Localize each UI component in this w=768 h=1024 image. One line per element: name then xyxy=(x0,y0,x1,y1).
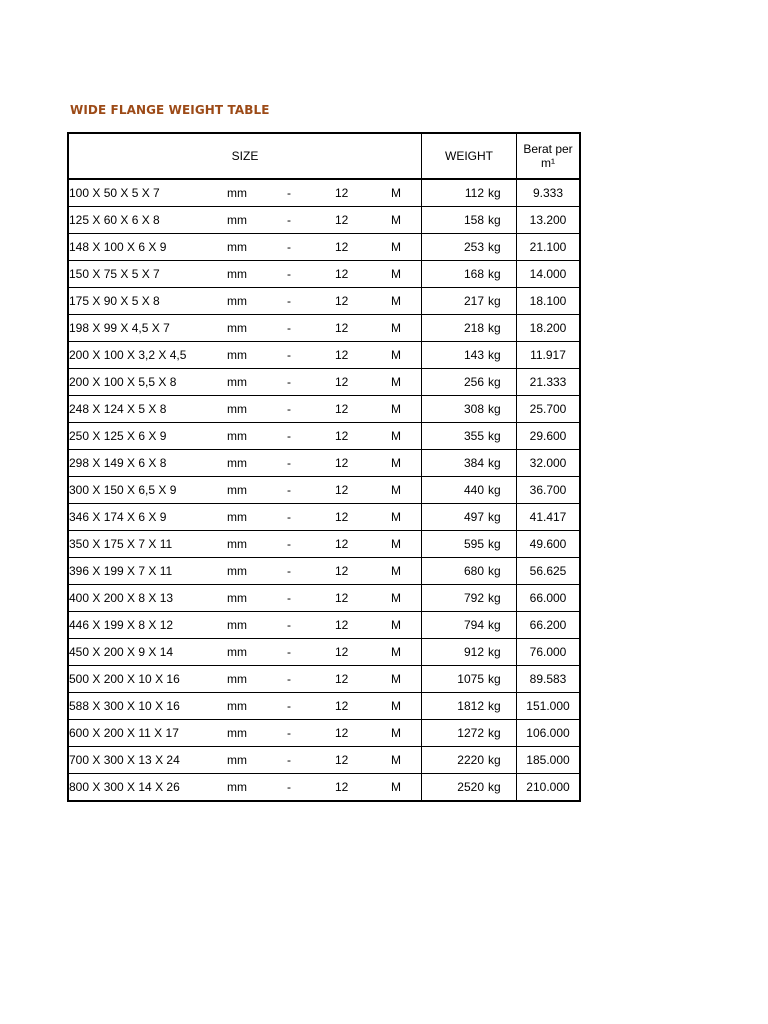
cell-weight-value: 256 xyxy=(463,375,484,389)
cell-dash: - xyxy=(287,666,335,693)
cell-size: 446 X 199 X 8 X 12 xyxy=(68,612,227,639)
cell-weight-unit: kg xyxy=(488,375,501,389)
cell-m: M xyxy=(391,585,422,612)
cell-weight-unit: kg xyxy=(488,213,501,227)
cell-length: 12 xyxy=(335,612,391,639)
table-row xyxy=(68,558,580,585)
table-row xyxy=(68,234,580,261)
cell-size: 500 X 200 X 10 X 16 xyxy=(68,666,227,693)
cell-size: 200 X 100 X 3,2 X 4,5 xyxy=(68,342,227,369)
weight-table xyxy=(67,132,581,802)
cell-berat: 9.333 xyxy=(517,179,581,207)
cell-weight xyxy=(422,261,517,288)
cell-size: 800 X 300 X 14 X 26 xyxy=(68,774,227,802)
cell-length: 12 xyxy=(335,639,391,666)
cell-berat: 21.333 xyxy=(517,369,581,396)
cell-dash: - xyxy=(287,423,335,450)
cell-unit: mm xyxy=(227,612,287,639)
cell-size: 198 X 99 X 4,5 X 7 xyxy=(68,315,227,342)
cell-weight-unit: kg xyxy=(488,456,501,470)
cell-weight xyxy=(422,666,517,693)
cell-m: M xyxy=(391,234,422,261)
cell-length: 12 xyxy=(335,234,391,261)
cell-unit: mm xyxy=(227,720,287,747)
cell-unit: mm xyxy=(227,774,287,802)
header-berat-line2: m¹ xyxy=(541,156,555,170)
cell-m: M xyxy=(391,693,422,720)
cell-dash: - xyxy=(287,315,335,342)
cell-weight xyxy=(422,369,517,396)
cell-weight-unit: kg xyxy=(488,591,501,605)
cell-length: 12 xyxy=(335,342,391,369)
cell-weight-value: 384 xyxy=(463,456,484,470)
cell-weight xyxy=(422,558,517,585)
cell-size: 200 X 100 X 5,5 X 8 xyxy=(68,369,227,396)
cell-unit: mm xyxy=(227,423,287,450)
cell-dash: - xyxy=(287,504,335,531)
cell-m: M xyxy=(391,396,422,423)
cell-unit: mm xyxy=(227,558,287,585)
cell-m: M xyxy=(391,747,422,774)
table-row xyxy=(68,747,580,774)
cell-weight-value: 1272 xyxy=(457,726,484,740)
cell-dash: - xyxy=(287,774,335,802)
cell-weight-unit: kg xyxy=(488,483,501,497)
cell-unit: mm xyxy=(227,477,287,504)
table-row xyxy=(68,585,580,612)
cell-weight-value: 158 xyxy=(463,213,484,227)
cell-size: 150 X 75 X 5 X 7 xyxy=(68,261,227,288)
cell-size: 400 X 200 X 8 X 13 xyxy=(68,585,227,612)
cell-dash: - xyxy=(287,747,335,774)
cell-m: M xyxy=(391,558,422,585)
cell-unit: mm xyxy=(227,666,287,693)
table-row xyxy=(68,423,580,450)
cell-size: 250 X 125 X 6 X 9 xyxy=(68,423,227,450)
cell-m: M xyxy=(391,477,422,504)
cell-length: 12 xyxy=(335,774,391,802)
cell-unit: mm xyxy=(227,288,287,315)
cell-unit: mm xyxy=(227,369,287,396)
cell-weight-unit: kg xyxy=(488,564,501,578)
cell-weight xyxy=(422,207,517,234)
cell-m: M xyxy=(391,315,422,342)
cell-weight-value: 792 xyxy=(463,591,484,605)
table-row xyxy=(68,612,580,639)
table-row xyxy=(68,396,580,423)
cell-dash: - xyxy=(287,179,335,207)
cell-berat: 210.000 xyxy=(517,774,581,802)
cell-length: 12 xyxy=(335,720,391,747)
cell-weight-value: 218 xyxy=(463,321,484,335)
cell-weight xyxy=(422,450,517,477)
cell-weight-unit: kg xyxy=(488,429,501,443)
cell-berat: 18.200 xyxy=(517,315,581,342)
cell-unit: mm xyxy=(227,639,287,666)
cell-berat: 66.200 xyxy=(517,612,581,639)
cell-berat: 18.100 xyxy=(517,288,581,315)
cell-weight-unit: kg xyxy=(488,186,501,200)
cell-weight-unit: kg xyxy=(488,348,501,362)
cell-weight-unit: kg xyxy=(488,672,501,686)
cell-length: 12 xyxy=(335,315,391,342)
table-row xyxy=(68,450,580,477)
cell-weight-unit: kg xyxy=(488,780,501,794)
cell-length: 12 xyxy=(335,423,391,450)
cell-weight-unit: kg xyxy=(488,294,501,308)
cell-m: M xyxy=(391,774,422,802)
cell-weight-value: 168 xyxy=(463,267,484,281)
cell-weight-unit: kg xyxy=(488,510,501,524)
cell-weight-unit: kg xyxy=(488,645,501,659)
cell-m: M xyxy=(391,639,422,666)
cell-weight-value: 595 xyxy=(463,537,484,551)
cell-weight-value: 794 xyxy=(463,618,484,632)
header-weight: WEIGHT xyxy=(422,133,517,179)
cell-unit: mm xyxy=(227,450,287,477)
cell-m: M xyxy=(391,450,422,477)
table-row xyxy=(68,639,580,666)
cell-weight xyxy=(422,315,517,342)
cell-weight-unit: kg xyxy=(488,321,501,335)
cell-m: M xyxy=(391,288,422,315)
cell-dash: - xyxy=(287,639,335,666)
cell-length: 12 xyxy=(335,666,391,693)
cell-m: M xyxy=(391,369,422,396)
cell-weight-value: 217 xyxy=(463,294,484,308)
cell-size: 248 X 124 X 5 X 8 xyxy=(68,396,227,423)
table-title: WIDE FLANGE WEIGHT TABLE xyxy=(70,103,270,117)
table-row xyxy=(68,207,580,234)
cell-weight xyxy=(422,612,517,639)
cell-unit: mm xyxy=(227,234,287,261)
cell-unit: mm xyxy=(227,207,287,234)
cell-length: 12 xyxy=(335,585,391,612)
cell-weight xyxy=(422,423,517,450)
cell-weight-unit: kg xyxy=(488,537,501,551)
table-row xyxy=(68,288,580,315)
cell-weight-value: 253 xyxy=(463,240,484,254)
cell-weight xyxy=(422,396,517,423)
cell-weight-value: 355 xyxy=(463,429,484,443)
cell-unit: mm xyxy=(227,261,287,288)
cell-size: 298 X 149 X 6 X 8 xyxy=(68,450,227,477)
table-row xyxy=(68,342,580,369)
cell-weight-value: 440 xyxy=(463,483,484,497)
cell-size: 700 X 300 X 13 X 24 xyxy=(68,747,227,774)
cell-weight-value: 1812 xyxy=(457,699,484,713)
cell-dash: - xyxy=(287,396,335,423)
cell-unit: mm xyxy=(227,396,287,423)
cell-length: 12 xyxy=(335,396,391,423)
cell-weight-value: 680 xyxy=(463,564,484,578)
cell-weight-unit: kg xyxy=(488,699,501,713)
table-body xyxy=(68,179,580,801)
cell-weight xyxy=(422,504,517,531)
cell-weight-value: 2220 xyxy=(457,753,484,767)
cell-m: M xyxy=(391,720,422,747)
cell-weight-unit: kg xyxy=(488,240,501,254)
table-row xyxy=(68,531,580,558)
cell-m: M xyxy=(391,666,422,693)
cell-weight-unit: kg xyxy=(488,753,501,767)
cell-berat: 151.000 xyxy=(517,693,581,720)
cell-size: 300 X 150 X 6,5 X 9 xyxy=(68,477,227,504)
cell-dash: - xyxy=(287,288,335,315)
cell-length: 12 xyxy=(335,504,391,531)
cell-weight xyxy=(422,288,517,315)
cell-size: 396 X 199 X 7 X 11 xyxy=(68,558,227,585)
cell-berat: 56.625 xyxy=(517,558,581,585)
cell-unit: mm xyxy=(227,315,287,342)
cell-dash: - xyxy=(287,261,335,288)
cell-weight xyxy=(422,693,517,720)
cell-berat: 13.200 xyxy=(517,207,581,234)
table-header-row xyxy=(68,133,580,179)
cell-weight xyxy=(422,234,517,261)
cell-length: 12 xyxy=(335,531,391,558)
cell-weight-value: 1075 xyxy=(457,672,484,686)
header-berat-per-m xyxy=(517,133,581,179)
cell-weight xyxy=(422,585,517,612)
cell-weight-value: 143 xyxy=(463,348,484,362)
cell-size: 125 X 60 X 6 X 8 xyxy=(68,207,227,234)
cell-m: M xyxy=(391,342,422,369)
cell-length: 12 xyxy=(335,261,391,288)
cell-unit: mm xyxy=(227,531,287,558)
table-row xyxy=(68,720,580,747)
cell-weight xyxy=(422,639,517,666)
cell-weight xyxy=(422,531,517,558)
cell-weight xyxy=(422,747,517,774)
cell-unit: mm xyxy=(227,693,287,720)
cell-length: 12 xyxy=(335,747,391,774)
cell-length: 12 xyxy=(335,288,391,315)
cell-size: 588 X 300 X 10 X 16 xyxy=(68,693,227,720)
cell-size: 175 X 90 X 5 X 8 xyxy=(68,288,227,315)
cell-weight-value: 912 xyxy=(463,645,484,659)
cell-weight xyxy=(422,477,517,504)
cell-dash: - xyxy=(287,342,335,369)
table-row xyxy=(68,261,580,288)
cell-dash: - xyxy=(287,531,335,558)
cell-m: M xyxy=(391,261,422,288)
cell-dash: - xyxy=(287,693,335,720)
header-size: SIZE xyxy=(68,133,422,179)
cell-dash: - xyxy=(287,612,335,639)
cell-unit: mm xyxy=(227,342,287,369)
cell-berat: 36.700 xyxy=(517,477,581,504)
cell-size: 350 X 175 X 7 X 11 xyxy=(68,531,227,558)
cell-length: 12 xyxy=(335,477,391,504)
cell-m: M xyxy=(391,531,422,558)
cell-length: 12 xyxy=(335,207,391,234)
cell-dash: - xyxy=(287,477,335,504)
cell-m: M xyxy=(391,612,422,639)
header-berat-line1: Berat per xyxy=(523,142,573,156)
cell-size: 148 X 100 X 6 X 9 xyxy=(68,234,227,261)
cell-m: M xyxy=(391,179,422,207)
cell-dash: - xyxy=(287,207,335,234)
cell-berat: 29.600 xyxy=(517,423,581,450)
cell-size: 450 X 200 X 9 X 14 xyxy=(68,639,227,666)
cell-dash: - xyxy=(287,450,335,477)
cell-size: 100 X 50 X 5 X 7 xyxy=(68,179,227,207)
cell-berat: 76.000 xyxy=(517,639,581,666)
cell-dash: - xyxy=(287,585,335,612)
cell-length: 12 xyxy=(335,693,391,720)
cell-unit: mm xyxy=(227,179,287,207)
cell-unit: mm xyxy=(227,747,287,774)
cell-weight xyxy=(422,774,517,802)
cell-berat: 21.100 xyxy=(517,234,581,261)
cell-dash: - xyxy=(287,369,335,396)
table-row xyxy=(68,774,580,802)
cell-weight xyxy=(422,720,517,747)
table-row xyxy=(68,666,580,693)
cell-unit: mm xyxy=(227,504,287,531)
cell-berat: 11.917 xyxy=(517,342,581,369)
cell-unit: mm xyxy=(227,585,287,612)
cell-dash: - xyxy=(287,720,335,747)
cell-weight xyxy=(422,342,517,369)
table-row xyxy=(68,477,580,504)
table-row xyxy=(68,315,580,342)
cell-weight-unit: kg xyxy=(488,726,501,740)
cell-weight-value: 112 xyxy=(464,186,484,200)
cell-berat: 66.000 xyxy=(517,585,581,612)
cell-weight-value: 308 xyxy=(463,402,484,416)
cell-weight-unit: kg xyxy=(488,618,501,632)
cell-dash: - xyxy=(287,234,335,261)
cell-dash: - xyxy=(287,558,335,585)
cell-length: 12 xyxy=(335,450,391,477)
cell-m: M xyxy=(391,423,422,450)
table-row xyxy=(68,179,580,207)
cell-length: 12 xyxy=(335,558,391,585)
table-row xyxy=(68,504,580,531)
cell-berat: 41.417 xyxy=(517,504,581,531)
cell-berat: 25.700 xyxy=(517,396,581,423)
cell-weight-unit: kg xyxy=(488,402,501,416)
table-row xyxy=(68,369,580,396)
cell-weight-value: 2520 xyxy=(457,780,484,794)
cell-berat: 49.600 xyxy=(517,531,581,558)
cell-berat: 106.000 xyxy=(517,720,581,747)
cell-m: M xyxy=(391,504,422,531)
cell-size: 346 X 174 X 6 X 9 xyxy=(68,504,227,531)
cell-berat: 185.000 xyxy=(517,747,581,774)
cell-size: 600 X 200 X 11 X 17 xyxy=(68,720,227,747)
table-row xyxy=(68,693,580,720)
cell-berat: 32.000 xyxy=(517,450,581,477)
cell-berat: 14.000 xyxy=(517,261,581,288)
cell-weight xyxy=(422,179,517,207)
cell-m: M xyxy=(391,207,422,234)
cell-weight-value: 497 xyxy=(463,510,484,524)
cell-length: 12 xyxy=(335,179,391,207)
cell-berat: 89.583 xyxy=(517,666,581,693)
cell-weight-unit: kg xyxy=(488,267,501,281)
cell-length: 12 xyxy=(335,369,391,396)
